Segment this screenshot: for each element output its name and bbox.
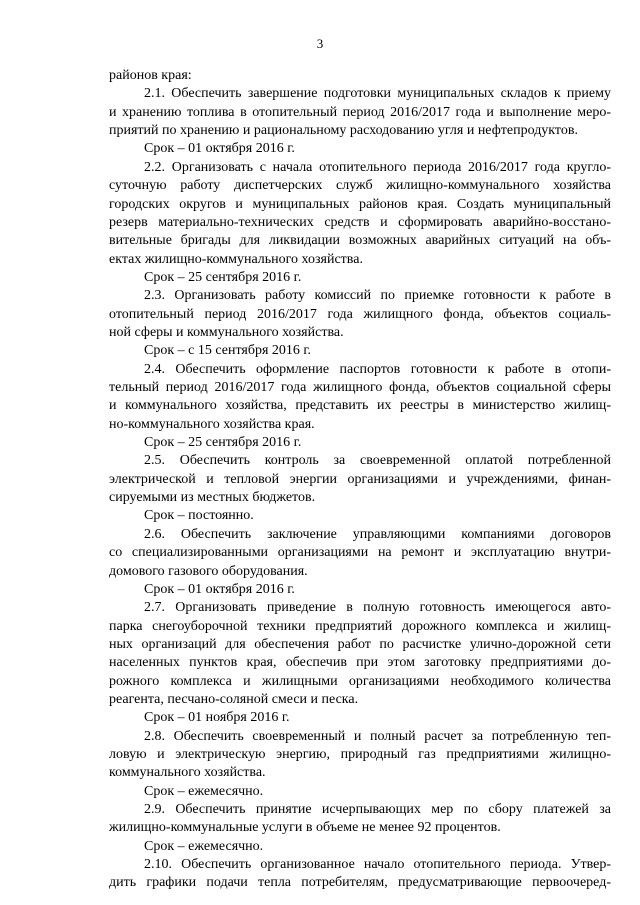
text-line: 2.4. Обеспечить оформление паспортов готовности к работе в отопи-: [144, 361, 611, 377]
text-line: 2.2. Организовать с начала отопительного периода 2016/2017 года кругло-: [144, 159, 611, 175]
text-line: дить графики подачи тепла потребителям, предусматривающие первоочеред-: [109, 875, 611, 891]
text-line: и коммунального хозяйства, представить их реестры в министерство жилищ-: [109, 398, 611, 414]
text-line: со специализированными организациями на ремонт и эксплуатацию внутри-: [109, 545, 611, 561]
text-line: 2.10. Обеспечить организованное начало отопительного периода. Утвер-: [144, 857, 611, 873]
text-line: городских округов и муниципальных районов края. Создать муниципальный: [109, 196, 611, 212]
text-line: тельный период 2016/2017 года жилищного фонда, объектов социальной сферы: [109, 380, 611, 395]
text-line: 2.8. Обеспечить своевременный и полный расчет за потребленную теп-: [144, 728, 611, 744]
text-line: но-коммунального хозяйства края.: [109, 416, 315, 432]
text-line: Срок – 25 сентября 2016 г.: [144, 435, 302, 450]
text-line: парка снегоуборочной техники предприятий дорожного комплекса и жилищ-: [109, 618, 611, 634]
text-line: Срок – 25 сентября 2016 г.: [144, 269, 302, 285]
text-line: 2.9. Обеспечить принятие исчерпывающих мер по сбору платежей за: [144, 802, 611, 817]
text-line: районов края:: [109, 68, 192, 83]
text-line: 2.3. Организовать работу комиссий по приемке готовности к работе в: [144, 288, 611, 304]
text-line: 2.1. Обеспечить завершение подготовки муниципальных складов к приему: [144, 86, 611, 102]
text-line: резерв материально-технических средств и сформировать аварийно-восстано-: [109, 214, 611, 230]
text-line: суточную работу диспетчерских служб жилищно-коммунального хозяйства: [109, 178, 611, 194]
text-line: 2.6. Обеспечить заключение управляющими компаниями договоров: [144, 526, 611, 542]
text-line: Срок – 01 октября 2016 г.: [144, 581, 295, 597]
text-line: сируемыми из местных бюджетов.: [109, 490, 316, 506]
text-line: ных организаций для обеспечения работ по расчистке улично-дорожной сети: [109, 636, 611, 652]
text-line: отопительный период 2016/2017 года жилищного фонда, объектов социаль-: [109, 306, 611, 322]
text-line: рожного комплекса и жилищными организациями необходимого количества: [109, 673, 611, 689]
text-line: электрической и тепловой энергии организациями и учреждениями, финан-: [109, 471, 611, 487]
text-line: коммунального хозяйства.: [109, 765, 266, 781]
text-line: ной сферы и коммунального хозяйства.: [109, 324, 344, 340]
page-number: 3: [316, 36, 324, 51]
text-line: Срок – ежемесячно.: [144, 783, 264, 799]
text-line: вительные бригады для ликвидации возможных аварийных ситуаций на объ-: [109, 233, 611, 249]
text-line: домового газового оборудования.: [109, 563, 308, 579]
text-line: населенных пунктов края, обеспечив при этом заготовку предприятиями до-: [109, 655, 611, 671]
text-line: жилищно-коммунальные услуги в объеме не менее 92 процентов.: [109, 820, 501, 836]
text-line: ектах жилищно-коммунального хозяйства.: [109, 251, 363, 267]
text-line: Срок – ежемесячно.: [144, 838, 264, 854]
text-line: Срок – с 15 сентября 2016 г.: [144, 343, 312, 359]
text-line: приятий по хранению и рациональному расходованию угля и нефтепродуктов.: [109, 123, 578, 139]
text-line: 2.5. Обеспечить контроль за своевременной оплатой потребленной: [144, 453, 611, 469]
text-line: Срок – 01 октября 2016 г.: [144, 141, 295, 157]
text-line: 2.7. Организовать приведение в полную готовность имеющегося авто-: [144, 600, 611, 616]
text-line: Срок – постоянно.: [144, 508, 254, 524]
text-line: Срок – 01 ноября 2016 г.: [144, 710, 290, 726]
text-line: и хранению топлива в отопительный период 2016/2017 года и выполнение меро-: [109, 104, 611, 120]
text-line: реагента, песчано-соляной смеси и песка.: [109, 691, 359, 707]
text-line: ловую и электрическую энергию, природный газ предприятиями жилищно-: [109, 747, 611, 762]
